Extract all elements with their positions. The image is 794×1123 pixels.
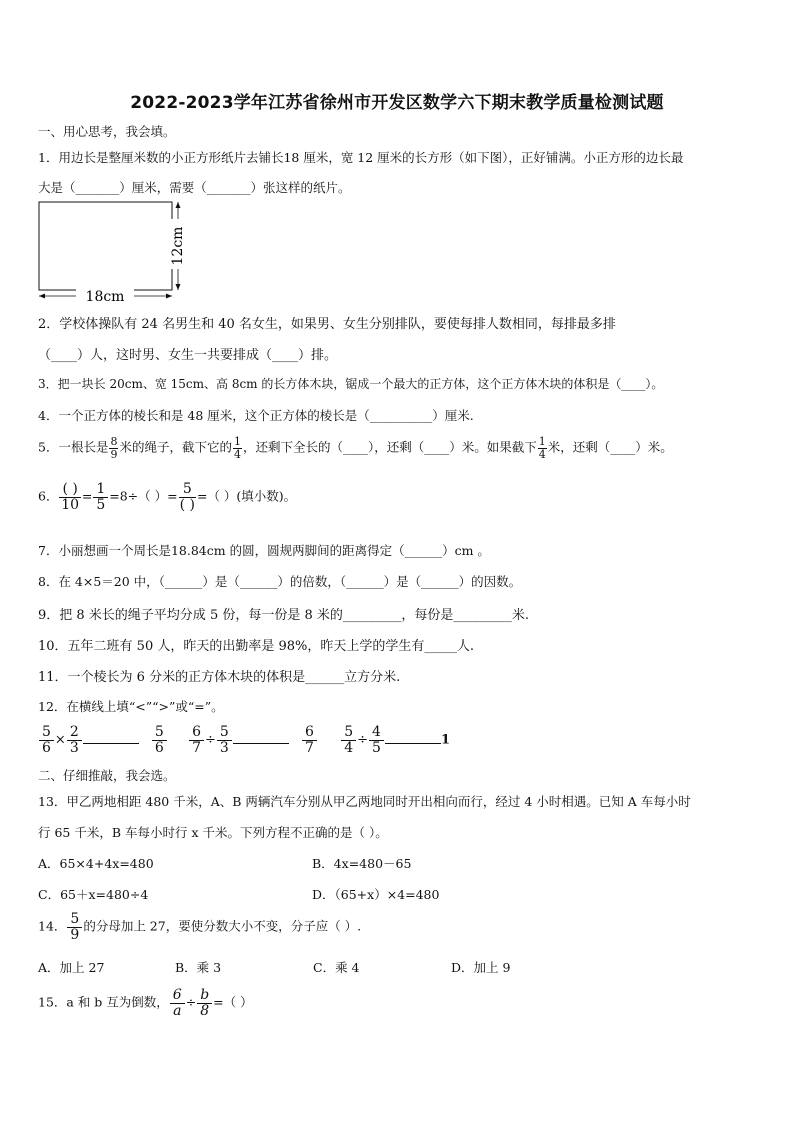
q14-text: 的分母加上 27，要使分数大小不变，分子应（ ）. (83, 918, 362, 934)
q15-fraction-b-8: $\frac{b}{8}$ (197, 988, 212, 1018)
question-12-expressions (38, 725, 450, 755)
q6-fraction-blank-10: $\frac{( )}{10}$ (61, 481, 80, 513)
q15-fraction-6-a: $\frac{6}{a}$ (170, 988, 185, 1018)
question-2-line-2: （____）人，这时男、女生一共要排成（____）排。 (38, 348, 338, 363)
q12-blank-3[interactable] (385, 731, 441, 744)
q12-blank-1[interactable] (83, 731, 139, 744)
figure-width-label: 18cm (85, 289, 125, 303)
question-9: 9．把 8 米长的绳子平均分成 5 份，每一份是 8 米的_________，每份是_________米. (38, 608, 530, 623)
q13-option-d[interactable]: D．（65+x）×4=480 (312, 887, 440, 902)
q6-equals: = (81, 488, 93, 504)
q5-fraction-8-9: $\frac{8}{9}$ (110, 435, 118, 461)
q5-text-b: 米的绳子，截下它的 (119, 439, 232, 455)
q14-option-d[interactable]: D．加上 9 (451, 960, 511, 975)
q5-fraction-1-4: $\frac{1}{4}$ (233, 435, 241, 461)
rectangle-figure (36, 199, 186, 303)
q5-fraction-1-4-b: $\frac{1}{4}$ (538, 435, 546, 461)
question-13-line-2: 行 65 千米，B 车每小时行 x 千米。下列方程不正确的是（ ）。 (38, 825, 388, 840)
page-title: 2022-2023学年江苏省徐州市开发区数学六下期末教学质量检测试题 (130, 93, 664, 113)
q12-blank-2[interactable] (233, 731, 289, 744)
q5-text-c: ，还剩下全长的（____），还剩（____）米。如果截下 (242, 439, 537, 455)
question-12-prompt: 12．在横线上填“<”“>”或“=”。 (38, 699, 224, 714)
q15-text: 15．a 和 b 互为倒数， (38, 994, 169, 1010)
question-6 (38, 482, 296, 512)
figure-height-label: 12cm (170, 226, 186, 266)
q5-text-d: 米，还剩（____）米。 (547, 439, 673, 455)
q14-label: 14． (38, 918, 67, 934)
q12-expression-2: $\frac{6}{7}$ ÷ $\frac{5}{3}$ $\frac{6}{7}$ (188, 725, 318, 755)
question-10: 10．五年二班有 50 人，昨天的出勤率是 98%，昨天上学的学生有_____人. (38, 639, 475, 654)
q6-middle: =8÷（ ）= (109, 488, 178, 504)
q14-option-a[interactable]: A．加上 27 (38, 960, 105, 975)
section-2-heading: 二、仔细推敲，我会选。 (38, 768, 176, 783)
question-11: 11．一个棱长为 6 分米的正方体木块的体积是______立方分米. (38, 670, 401, 685)
question-14 (38, 912, 361, 942)
question-2-line-1: 2．学校体操队有 24 名男生和 40 名女生，如果男、女生分别排队，要使每排人数相同，每排最多排 (38, 317, 616, 332)
q13-option-b[interactable]: B．4x=480－65 (312, 856, 412, 871)
section-1-heading: 一、用心思考，我会填。 (38, 124, 176, 139)
question-15: 15．a 和 b 互为倒数， $\frac{6}{a}$ ÷ $\frac{b}{8}$ =（ ） (38, 987, 253, 1019)
question-13-line-1: 13．甲乙两地相距 480 千米，A、B 两辆汽车分别从甲乙两地同时开出相向而行，经过 4 小时相遇。已知 A 车每小时 (38, 794, 691, 809)
q5-text-a: 5．一根长是 (38, 439, 109, 455)
q6-fraction-5-blank: $\frac{5}{( )}$ (179, 481, 195, 513)
q14-option-c[interactable]: C．乘 4 (313, 960, 360, 975)
question-3: 3．把一块长 20cm、宽 15cm、高 8cm 的长方体木块，锯成一个最大的正方体，这个正方体木块的体积是（____）。 (38, 377, 664, 391)
q6-tail: =（ ）(填小数)。 (196, 488, 297, 504)
q14-option-b[interactable]: B．乘 3 (175, 960, 222, 975)
q12-expression-3: $\frac{5}{4}$ ÷ $\frac{4}{5}$ 1 (340, 725, 450, 755)
q14-fraction-5-9: $\frac{5}{9}$ (67, 912, 82, 942)
question-4: 4．一个正方体的棱长和是 48 厘米，这个正方体的棱长是（__________）厘米. (38, 408, 474, 423)
q6-label: 6． (38, 488, 59, 504)
q12-expression-1: $\frac{5}{6}$ × $\frac{2}{3}$ $\frac{5}{6}$ (38, 725, 168, 755)
q13-option-a[interactable]: A．65×4+4x=480 (38, 856, 154, 871)
question-5 (38, 436, 673, 460)
q13-option-c[interactable]: C．65＋x=480÷4 (38, 887, 149, 902)
question-1-line-1: 1．用边长是整厘米数的小正方形纸片去铺长18 厘米，宽 12 厘米的长方形（如下图），正好铺满。小正方形的边长最 (38, 150, 684, 165)
question-7: 7．小丽想画一个周长是18.84cm 的圆，圆规两脚间的距离得定（______）cm 。 (38, 543, 490, 558)
question-8: 8．在 4×5＝20 中，（______）是（______）的倍数，（______）是（______）的因数。 (38, 574, 522, 589)
q6-fraction-1-5: $\frac{1}{5}$ (93, 482, 108, 512)
q15-tail: =（ ） (213, 994, 253, 1010)
question-1-line-2: 大是（_______）厘米，需要（_______）张这样的纸片。 (38, 180, 351, 195)
